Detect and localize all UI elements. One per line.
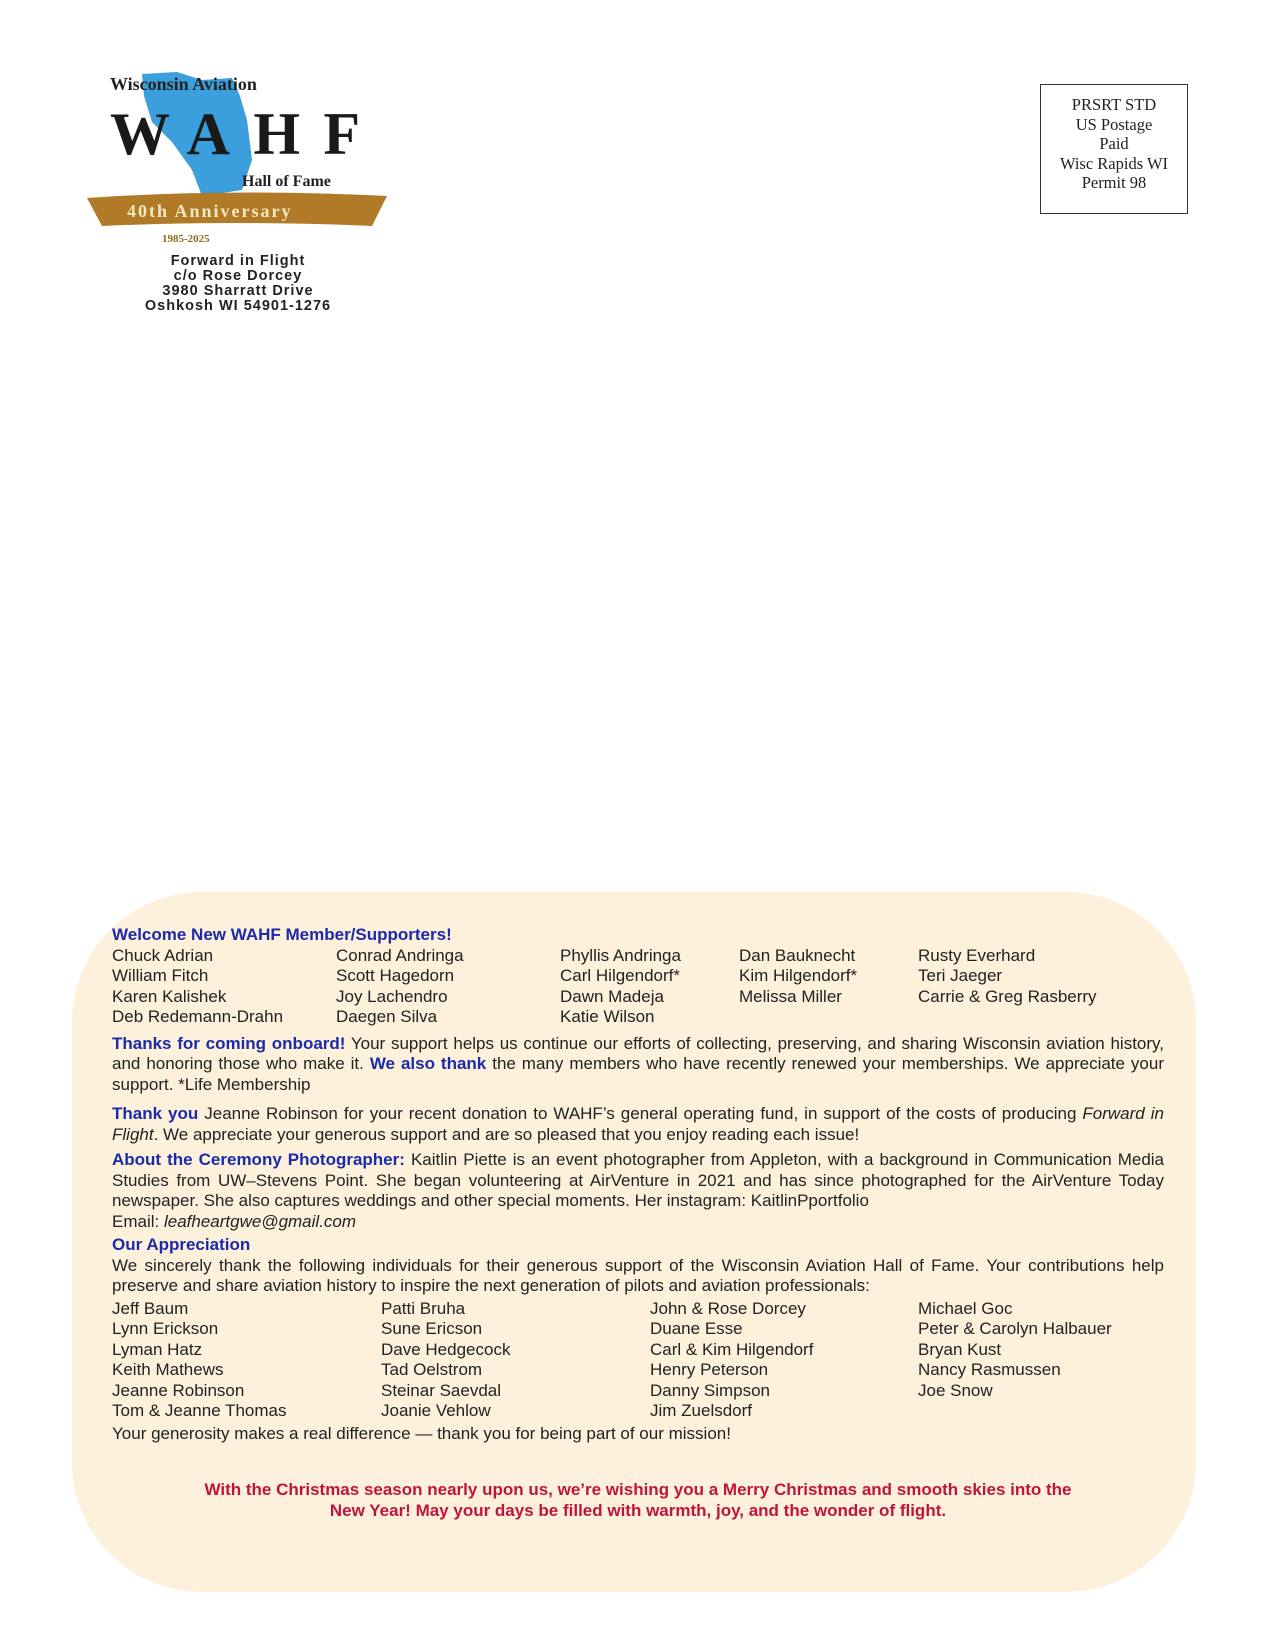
logo-ribbon-text: 40th Anniversary [127, 201, 293, 221]
donor-name: Peter & Carolyn Halbauer [918, 1319, 1112, 1338]
donor-name: John & Rose Dorcey [650, 1298, 806, 1318]
donor-name: Jim Zuelsdorf [650, 1401, 753, 1420]
appreciation-heading: Our Appreciation [112, 1235, 251, 1254]
photographer-paragraph [112, 1150, 1164, 1232]
postage-line: Paid [1099, 134, 1129, 153]
address-line: Oshkosh WI 54901-1276 [144, 298, 332, 314]
member-name: Teri Jaeger [918, 966, 1003, 985]
member-name: Deb Redemann-Drahn [112, 1007, 284, 1026]
member-name: Daegen Silva [336, 1007, 438, 1026]
donor-name: Patti Bruha [381, 1298, 466, 1318]
member-name: Dan Bauknecht [739, 945, 856, 965]
donor-name: Lyman Hatz [112, 1339, 203, 1359]
thanks-paragraph [112, 1034, 1164, 1096]
donor-name: Steinar Saevdal [381, 1380, 502, 1400]
appreciation-intro: We sincerely thank the following individuals for their generous support of the Wisconsin Aviation Hall of Fame. Your contributions help preserve and share aviation history to inspire the next generation of pilots and aviation professionals: [112, 1255, 1164, 1295]
donor-column [650, 1299, 918, 1422]
donation-text: Jeanne Robinson for your recent donation to WAHF’s general operating fund, in support of the costs of producing [198, 1104, 1083, 1123]
appreciation-outro: Your generosity makes a real difference — thank you for being part of our mission! [112, 1423, 731, 1443]
member-name: Kim Hilgendorf* [739, 966, 858, 985]
member-name: Carl Hilgendorf* [560, 966, 680, 985]
donor-name: Duane Esse [650, 1319, 743, 1338]
donor-name: Tom & Jeanne Thomas [112, 1401, 287, 1420]
donor-column [381, 1299, 650, 1422]
wahf-logo [82, 70, 412, 248]
member-name: Melissa Miller [739, 986, 842, 1006]
donor-name: Jeanne Robinson [112, 1380, 245, 1400]
member-column [918, 946, 1164, 1028]
address-line: Forward in Flight [170, 253, 306, 269]
member-name: Karen Kalishek [112, 986, 227, 1006]
donor-name: Carl & Kim Hilgendorf [650, 1339, 814, 1359]
postage-line: PRSRT STD [1071, 95, 1157, 114]
member-name: Scott Hagedorn [336, 966, 455, 985]
donor-name: Joe Snow [918, 1380, 993, 1400]
postage-line: US Postage [1075, 114, 1153, 134]
logo-sub-text: Hall of Fame [242, 173, 331, 190]
welcome-member-list [112, 946, 1164, 1028]
donation-paragraph [112, 1104, 1164, 1145]
appreciation-donor-list [112, 1299, 1164, 1422]
renewal-text: the many members who have recently renewed your memberships. We appreciate your support. *Life Membership [112, 1054, 1164, 1094]
email-label: Email: [112, 1211, 164, 1231]
address-line: 3980 Sharratt Drive [162, 283, 314, 299]
donor-name: Joanie Vehlow [381, 1401, 491, 1420]
donor-column [112, 1299, 381, 1422]
holiday-greeting: With the Christmas season nearly upon us, we’re wishing you a Merry Christmas and smooth skies into the New Year! May your days be filled with warmth, joy, and the wonder of flight. [204, 1480, 1072, 1520]
member-column [112, 946, 336, 1028]
donor-name: Bryan Kust [918, 1339, 1002, 1359]
donor-column [918, 1299, 1164, 1422]
thanks-text: Your support helps us continue our efforts of collecting, preserving, and sharing Wisconsin aviation history, and honoring those who make it. [112, 1033, 1164, 1073]
thanks-lead: Thanks for coming onboard! [112, 1033, 346, 1053]
donor-name: Sune Ericson [381, 1319, 483, 1338]
donor-name: Danny Simpson [650, 1380, 771, 1400]
photographer-lead: About the Ceremony Photographer: [112, 1150, 405, 1169]
donor-name: Henry Peterson [650, 1360, 769, 1379]
donor-name: Lynn Erickson [112, 1319, 219, 1338]
postage-line: Wisc Rapids WI [1059, 153, 1169, 173]
logo-main-text: WAHF [110, 101, 360, 167]
donation-text-end: . We appreciate your generous support and are so pleased that you enjoy reading each issue! [153, 1124, 860, 1144]
also-thank-lead: We also thank [369, 1054, 487, 1073]
donor-name: Nancy Rasmussen [918, 1360, 1061, 1379]
member-name: Phyllis Andringa [560, 945, 681, 965]
donor-name: Keith Mathews [112, 1360, 224, 1379]
publication-title: Forward in Flight [112, 1104, 1164, 1144]
member-name: Dawn Madeja [560, 986, 664, 1006]
donation-lead: Thank you [112, 1104, 199, 1123]
member-column [560, 946, 739, 1028]
member-name: Carrie & Greg Rasberry [918, 986, 1097, 1006]
member-name: Conrad Andringa [336, 945, 464, 965]
photographer-text: Kaitlin Piette is an event photographer from Appleton, with a background in Communication Media Studies from UW–Stevens Point. She began volunteering at AirVenture in 2021 and has since photographed for the AirVenture Today newspaper. She also captures weddings and other special moments. Her instagram: KaitlinPportfolio [112, 1150, 1164, 1210]
member-name: Joy Lachendro [336, 986, 448, 1006]
member-name: Chuck Adrian [112, 945, 214, 965]
logo-years: 1985-2025 [162, 233, 210, 245]
member-column [336, 946, 560, 1028]
donor-name: Jeff Baum [112, 1298, 189, 1318]
donor-name: Dave Hedgecock [381, 1339, 511, 1359]
return-address [118, 254, 358, 314]
address-line: c/o Rose Dorcey [173, 268, 303, 284]
member-name: William Fitch [112, 966, 209, 985]
member-name: Rusty Everhard [918, 945, 1036, 965]
postage-line: Permit 98 [1081, 173, 1147, 192]
postage-indicia [1040, 84, 1188, 214]
logo-top-text: Wisconsin Aviation [110, 74, 257, 94]
member-name: Katie Wilson [560, 1007, 655, 1026]
message-content [112, 925, 1164, 1521]
photographer-email[interactable]: leafheartgwe@gmail.com [163, 1211, 357, 1231]
donor-name: Michael Goc [918, 1298, 1013, 1318]
member-column [739, 946, 918, 1028]
donor-name: Tad Oelstrom [381, 1360, 483, 1379]
welcome-heading: Welcome New WAHF Member/Supporters! [112, 925, 452, 944]
